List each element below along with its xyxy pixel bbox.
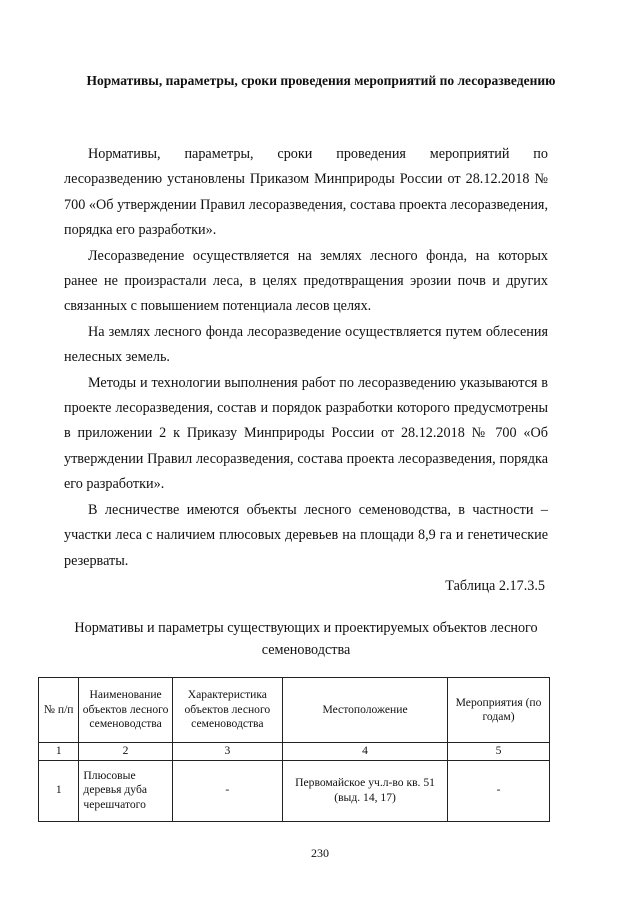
column-number-cell: 5 [448, 743, 550, 761]
table-cell: Первомайское уч.л-во кв. 51 (выд. 14, 17) [282, 760, 447, 821]
data-table [38, 677, 550, 822]
column-number-row [39, 743, 550, 761]
paragraph: На землях лесного фонда лесоразведение осуществляется путем облесения нелесных земель. [64, 323, 548, 366]
table-cell: 1 [39, 760, 79, 821]
header-cell: Характеристика объектов лесного семеноводства [172, 678, 282, 743]
table-title: Нормативы и параметры существующих и проектируемых объектов лесного семеноводства [74, 620, 538, 658]
column-number-cell: 1 [39, 743, 79, 761]
paragraph: Методы и технологии выполнения работ по лесоразведению указываются в проекте лесоразведения, состав и порядок разработки которого предусмотрены в приложении 2 к Приказу Минприроды России от 28.12.2018 № 700 «Об утверждении Правил лесоразведения, состава проекта лесоразведения, порядка его разработки». [64, 374, 548, 493]
table-row [39, 760, 550, 821]
paragraph: Нормативы, параметры, сроки проведения мероприятий по лесоразведению установлены Приказом Минприроды России от 28.12.2018 № 700 «Об утверждении Правил лесоразведения, состава проекта лесоразведения, порядка его разработки». [64, 146, 548, 239]
column-number-cell: 2 [79, 743, 172, 761]
paragraph: Лесоразведение осуществляется на землях лесного фонда, на которых ранее не произрастали леса, в целях предотвращения эрозии почв и других связанных с повышением потенциала лесов целях. [64, 247, 548, 315]
table-cell: - [172, 760, 282, 821]
table-header-row [39, 678, 550, 743]
column-number-cell: 3 [172, 743, 282, 761]
column-number-cell: 4 [282, 743, 447, 761]
header-cell: Местоположение [282, 678, 447, 743]
table-label: Таблица 2.17.3.5 [445, 578, 545, 594]
header-cell: № п/п [39, 678, 79, 743]
section-heading: Нормативы, параметры, сроки проведения мероприятий по лесоразведению [86, 73, 556, 88]
table-cell: - [448, 760, 550, 821]
body-text [64, 142, 548, 574]
header-cell: Мероприятия (по годам) [448, 678, 550, 743]
table-cell: Плюсовые деревья дуба черешчатого [79, 760, 172, 821]
header-cell: Наименование объектов лесного семеноводства [79, 678, 172, 743]
paragraph: В лесничестве имеются объекты лесного семеноводства, в частности – участки леса с наличием плюсовых деревьев на площади 8,9 га и генетические резерваты. [64, 501, 548, 569]
page-number: 230 [311, 846, 329, 860]
